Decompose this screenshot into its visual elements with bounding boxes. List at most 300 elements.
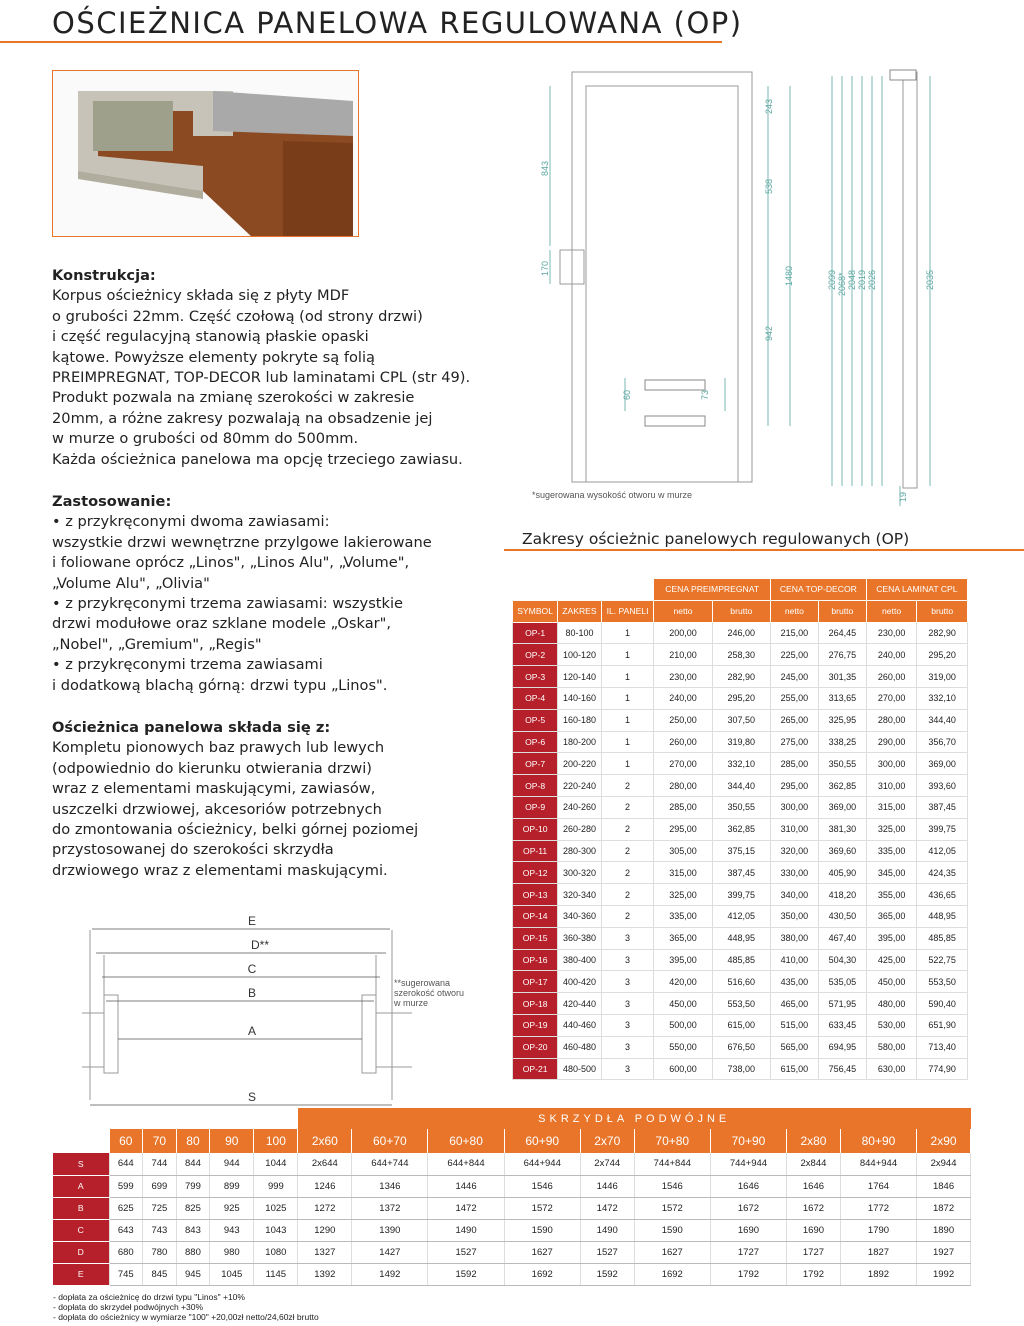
table-cell: 1672 [787, 1197, 841, 1219]
table-cell: 676,50 [712, 1036, 770, 1058]
text-line: Produkt pozwala na zmianę szerokości w zakresie [52, 389, 415, 407]
table-cell: 2 [601, 796, 654, 818]
text-line: uszczelki drzwiowej, akcesoriów potrzebnych [52, 800, 382, 818]
table-cell: 1446 [580, 1175, 634, 1197]
table-cell: 369,00 [917, 753, 968, 775]
table-cell: 395,00 [654, 949, 712, 971]
width-column-header: 100 [254, 1129, 298, 1153]
width-column-header: 70 [143, 1129, 177, 1153]
table-cell: 1790 [840, 1219, 916, 1241]
dim-2019: 2019 [857, 269, 867, 290]
table-cell: 516,60 [712, 971, 770, 993]
table-cell: 1392 [298, 1263, 352, 1285]
table-cell: 412,05 [712, 905, 770, 927]
table-cell: 480-500 [558, 1058, 601, 1080]
table-cell: 380,00 [770, 927, 818, 949]
table-cell: 1 [601, 687, 654, 709]
width-note-line: **sugerowana [394, 978, 451, 988]
text-line: • z przykręconymi dwoma zawiasami: [52, 513, 330, 531]
table-cell: 330,00 [770, 862, 818, 884]
table-cell: 365,00 [654, 927, 712, 949]
table-cell: 362,85 [712, 818, 770, 840]
table-cell: 1892 [840, 1263, 916, 1285]
table-cell: 140-160 [558, 687, 601, 709]
table-row [513, 709, 968, 731]
height-note: *sugerowana wysokość otworu w murze [532, 490, 693, 500]
table-row [53, 1197, 971, 1219]
table-cell: 699 [143, 1175, 177, 1197]
table-cell: 1546 [504, 1175, 580, 1197]
dim-538: 538 [764, 178, 774, 194]
width-column-header: 60+70 [352, 1129, 428, 1153]
frame-profile-photo [52, 70, 359, 237]
ranges-title: Zakresy ościeżnic panelowych regulowanych (OP) [522, 530, 910, 548]
table-cell: 301,35 [818, 666, 866, 688]
table-cell: 450,00 [866, 971, 917, 993]
table-cell: 393,60 [917, 775, 968, 797]
table-row [513, 993, 968, 1015]
table-cell: 215,00 [770, 622, 818, 644]
table-cell: 1390 [352, 1219, 428, 1241]
title-underline [0, 41, 722, 43]
table-cell: 250,00 [654, 709, 712, 731]
symbol-cell: OP-13 [513, 884, 558, 906]
table-cell: 365,00 [866, 905, 917, 927]
table-cell: 744+844 [634, 1153, 710, 1175]
symbol-cell: OP-14 [513, 905, 558, 927]
text-line: w murze o grubości od 80mm do 500mm. [52, 430, 359, 448]
table-cell: 945 [176, 1263, 210, 1285]
table-cell: 651,90 [917, 1014, 968, 1036]
column-header: netto [770, 600, 818, 622]
table-cell: 1727 [710, 1241, 786, 1263]
table-cell: 355,00 [866, 884, 917, 906]
table-cell: 1490 [580, 1219, 634, 1241]
symbol-cell: OP-11 [513, 840, 558, 862]
label-s: S [247, 1090, 257, 1104]
text-line: drzwi modułowe oraz szklane modele „Oskar", [52, 615, 391, 633]
table-cell: 1690 [787, 1219, 841, 1241]
table-cell: 1527 [428, 1241, 504, 1263]
column-header: brutto [712, 600, 770, 622]
symbol-cell: OP-21 [513, 1058, 558, 1080]
table-cell: 210,00 [654, 644, 712, 666]
table-cell: 694,95 [818, 1036, 866, 1058]
table-cell: 1692 [504, 1263, 580, 1285]
dim-843: 843 [540, 160, 550, 176]
text-line: 20mm, a różne zakresy pozwalają na obsadzenie jej [52, 409, 433, 427]
table-cell: 315,00 [866, 796, 917, 818]
column-header: SYMBOL [513, 600, 558, 622]
table-cell: 571,95 [818, 993, 866, 1015]
table-cell: 1764 [840, 1175, 916, 1197]
symbol-cell: OP-5 [513, 709, 558, 731]
table-cell: 980 [210, 1241, 254, 1263]
table-cell: 745 [109, 1263, 143, 1285]
table-cell: 315,00 [654, 862, 712, 884]
table-cell: 448,95 [712, 927, 770, 949]
table-cell: 1572 [504, 1197, 580, 1219]
table-cell: 338,25 [818, 731, 866, 753]
surcharge-notes [53, 1292, 319, 1322]
table-cell: 282,90 [917, 622, 968, 644]
table-row [513, 927, 968, 949]
text-line: i część regulacyjną stanowią płaskie opaski [52, 328, 369, 346]
table-cell: 450,00 [654, 993, 712, 1015]
table-cell: 310,00 [770, 818, 818, 840]
table-cell: 943 [210, 1219, 254, 1241]
table-cell: 2x944 [917, 1153, 971, 1175]
table-cell: 260-280 [558, 818, 601, 840]
table-row [513, 971, 968, 993]
text-line: wraz z elementami maskującymi, zawiasów, [52, 780, 376, 798]
table-cell: 2 [601, 862, 654, 884]
table-cell: 1 [601, 753, 654, 775]
table-cell: 1446 [428, 1175, 504, 1197]
table-cell: 436,65 [917, 884, 968, 906]
table-row [513, 687, 968, 709]
table-cell: 600,00 [654, 1058, 712, 1080]
table-cell: 319,00 [917, 666, 968, 688]
table-cell: 1372 [352, 1197, 428, 1219]
table-cell: 260,00 [654, 731, 712, 753]
label-b: B [247, 986, 257, 1000]
label-e: E [247, 914, 257, 928]
table-cell: 265,00 [770, 709, 818, 731]
width-column-header: 60+80 [428, 1129, 504, 1153]
text-line: i foliowane oprócz „Linos", „Linos Alu", „Volume", [52, 554, 410, 572]
table-cell: 1044 [254, 1153, 298, 1175]
table-cell: 1592 [428, 1263, 504, 1285]
table-cell: 344,40 [712, 775, 770, 797]
dim-170: 170 [540, 260, 550, 276]
table-cell: 220-240 [558, 775, 601, 797]
table-cell: 285,00 [654, 796, 712, 818]
column-header: brutto [917, 600, 968, 622]
table-cell: 1627 [634, 1241, 710, 1263]
zastosowanie-heading: Zastosowanie: [52, 493, 172, 510]
table-cell: 644+944 [504, 1153, 580, 1175]
table-cell: 100-120 [558, 644, 601, 666]
text-line: • z przykręconymi trzema zawiasami [52, 656, 323, 674]
table-cell: 160-180 [558, 709, 601, 731]
table-row [513, 1014, 968, 1036]
table-cell: 467,40 [818, 927, 866, 949]
table-cell: 799 [176, 1175, 210, 1197]
dim-19: 19 [898, 491, 908, 502]
table-row [513, 840, 968, 862]
table-cell: 285,00 [770, 753, 818, 775]
table-cell: 280,00 [866, 709, 917, 731]
table-cell: 1290 [298, 1219, 352, 1241]
symbol-cell: OP-16 [513, 949, 558, 971]
table-cell: 1045 [210, 1263, 254, 1285]
table-cell: 313,65 [818, 687, 866, 709]
table-cell: 644 [109, 1153, 143, 1175]
table-cell: 350,55 [818, 753, 866, 775]
table-cell: 399,75 [917, 818, 968, 840]
table-cell: 590,40 [917, 993, 968, 1015]
table-cell: 325,00 [866, 818, 917, 840]
row-label: S [53, 1153, 109, 1175]
table-cell: 825 [176, 1197, 210, 1219]
table-cell: 633,45 [818, 1014, 866, 1036]
table-cell: 485,85 [712, 949, 770, 971]
table-cell: 120-140 [558, 666, 601, 688]
note-line: - dopłata do ościeżnicy w wymiarze "100" +20,00zł netto/24,60zł brutto [53, 1312, 319, 1322]
text-line: Korpus ościeżnicy składa się z płyty MDF [52, 287, 350, 305]
table-cell: 305,00 [654, 840, 712, 862]
table-cell: 1672 [710, 1197, 786, 1219]
table-cell: 504,30 [818, 949, 866, 971]
table-cell: 880 [176, 1241, 210, 1263]
table-cell: 448,95 [917, 905, 968, 927]
table-cell: 280-300 [558, 840, 601, 862]
table-cell: 1 [601, 709, 654, 731]
table-cell: 756,45 [818, 1058, 866, 1080]
table-row [513, 905, 968, 927]
table-row [513, 775, 968, 797]
table-cell: 387,45 [712, 862, 770, 884]
column-header: netto [866, 600, 917, 622]
table-cell: 1927 [917, 1241, 971, 1263]
text-line: drzwiowego wraz z elementami maskującymi. [52, 861, 388, 879]
table-cell: 295,20 [712, 687, 770, 709]
table-row [513, 753, 968, 775]
table-cell: 240,00 [654, 687, 712, 709]
table-cell: 599 [109, 1175, 143, 1197]
table-cell: 1992 [917, 1263, 971, 1285]
table-cell: 340-360 [558, 905, 601, 927]
table-row [513, 818, 968, 840]
table-cell: 743 [143, 1219, 177, 1241]
table-cell: 845 [143, 1263, 177, 1285]
konstrukcja-heading: Konstrukcja: [52, 267, 156, 284]
table-cell: 550,00 [654, 1036, 712, 1058]
table-cell: 1492 [352, 1263, 428, 1285]
table-cell: 3 [601, 971, 654, 993]
table-cell: 625 [109, 1197, 143, 1219]
table-cell: 3 [601, 1036, 654, 1058]
table-cell: 643 [109, 1219, 143, 1241]
price-group-header: CENA TOP-DECOR [770, 579, 866, 601]
table-row [53, 1241, 971, 1263]
symbol-cell: OP-1 [513, 622, 558, 644]
table-cell: 500,00 [654, 1014, 712, 1036]
table-cell: 360-380 [558, 927, 601, 949]
table-cell: 1690 [710, 1219, 786, 1241]
table-cell: 1 [601, 622, 654, 644]
table-row [53, 1219, 971, 1241]
table-cell: 744+944 [710, 1153, 786, 1175]
table-cell: 1627 [504, 1241, 580, 1263]
table-cell: 440-460 [558, 1014, 601, 1036]
dim-243: 243 [764, 98, 774, 114]
width-note-line: w murze [394, 998, 429, 1008]
table-cell: 2 [601, 775, 654, 797]
width-column-header: 70+90 [710, 1129, 786, 1153]
text-line: (odpowiednio do kierunku otwierania drzwi) [52, 759, 372, 777]
table-cell: 180-200 [558, 731, 601, 753]
table-row [513, 731, 968, 753]
price-group-header: CENA LAMINAT CPL [866, 579, 967, 601]
width-column-header: 60+90 [504, 1129, 580, 1153]
table-cell: 680 [109, 1241, 143, 1263]
table-cell: 460-480 [558, 1036, 601, 1058]
symbol-cell: OP-18 [513, 993, 558, 1015]
table-cell: 1427 [352, 1241, 428, 1263]
table-cell: 276,75 [818, 644, 866, 666]
width-column-header: 70+80 [634, 1129, 710, 1153]
symbol-cell: OP-9 [513, 796, 558, 818]
table-cell: 240-260 [558, 796, 601, 818]
table-cell: 1646 [787, 1175, 841, 1197]
symbol-cell: OP-19 [513, 1014, 558, 1036]
table-cell: 1043 [254, 1219, 298, 1241]
table-cell: 335,00 [654, 905, 712, 927]
table-cell: 420,00 [654, 971, 712, 993]
table-cell: 580,00 [866, 1036, 917, 1058]
table-cell: 1846 [917, 1175, 971, 1197]
table-cell: 844 [176, 1153, 210, 1175]
table-cell: 535,05 [818, 971, 866, 993]
dim-2048: 2048 [847, 269, 857, 290]
width-column-header: 2x80 [787, 1129, 841, 1153]
table-cell: 1327 [298, 1241, 352, 1263]
dim-2026: 2026 [867, 269, 877, 290]
table-cell: 1872 [917, 1197, 971, 1219]
width-note [394, 978, 484, 1008]
table-cell: 1827 [840, 1241, 916, 1263]
column-header: brutto [818, 600, 866, 622]
width-column-header: 80 [176, 1129, 210, 1153]
table-cell: 1346 [352, 1175, 428, 1197]
table-cell: 1772 [840, 1197, 916, 1219]
table-cell: 2 [601, 818, 654, 840]
table-cell: 369,00 [818, 796, 866, 818]
table-cell: 3 [601, 1014, 654, 1036]
row-label: B [53, 1197, 109, 1219]
table-cell: 320,00 [770, 840, 818, 862]
table-cell: 420-440 [558, 993, 601, 1015]
table-cell: 1692 [634, 1263, 710, 1285]
table-cell: 843 [176, 1219, 210, 1241]
symbol-cell: OP-3 [513, 666, 558, 688]
table-cell: 280,00 [654, 775, 712, 797]
table-cell: 335,00 [866, 840, 917, 862]
text-line: „Volume Alu", „Olivia" [52, 574, 210, 592]
table-cell: 2 [601, 840, 654, 862]
table-cell: 1590 [634, 1219, 710, 1241]
text-line: przystosowanej do szerokości skrzydła [52, 841, 334, 859]
table-cell: 738,00 [712, 1058, 770, 1080]
table-cell: 295,00 [654, 818, 712, 840]
table-cell: 1527 [580, 1241, 634, 1263]
table-cell: 1572 [634, 1197, 710, 1219]
table-cell: 80-100 [558, 622, 601, 644]
text-line: wszystkie drzwi wewnętrzne przylgowe lakierowane [52, 533, 432, 551]
table-cell: 255,00 [770, 687, 818, 709]
table-cell: 200,00 [654, 622, 712, 644]
table-cell: 3 [601, 993, 654, 1015]
table-cell: 350,00 [770, 905, 818, 927]
table-cell: 270,00 [866, 687, 917, 709]
table-cell: 430,50 [818, 905, 866, 927]
table-cell: 2x844 [787, 1153, 841, 1175]
table-cell: 1792 [787, 1263, 841, 1285]
dim-2068: 2068* [837, 272, 847, 296]
text-line: „Nobel", „Gremium", „Regis" [52, 635, 262, 653]
row-label: C [53, 1219, 109, 1241]
konstrukcja-section [52, 266, 492, 470]
table-cell: 325,00 [654, 884, 712, 906]
table-cell: 844+944 [840, 1153, 916, 1175]
table-row [513, 1036, 968, 1058]
table-cell: 270,00 [654, 753, 712, 775]
dim-73: 73 [700, 389, 710, 400]
table-cell: 2x644 [298, 1153, 352, 1175]
width-column-header: 2x90 [917, 1129, 971, 1153]
table-row [513, 622, 968, 644]
sklad-heading: Ościeżnica panelowa składa się z: [52, 719, 331, 736]
table-cell: 465,00 [770, 993, 818, 1015]
symbol-cell: OP-12 [513, 862, 558, 884]
width-column-header: 60 [109, 1129, 143, 1153]
table-cell: 282,90 [712, 666, 770, 688]
table-cell: 530,00 [866, 1014, 917, 1036]
table-cell: 260,00 [866, 666, 917, 688]
table-row [513, 796, 968, 818]
dimensions-table [53, 1108, 971, 1286]
symbol-cell: OP-4 [513, 687, 558, 709]
symbol-cell: OP-17 [513, 971, 558, 993]
table-cell: 553,50 [917, 971, 968, 993]
table-cell: 381,30 [818, 818, 866, 840]
table-row [513, 949, 968, 971]
price-group-header: CENA PREIMPREGNAT [654, 579, 771, 601]
row-label: D [53, 1241, 109, 1263]
table-cell: 325,95 [818, 709, 866, 731]
table-cell: 362,85 [818, 775, 866, 797]
table-cell: 725 [143, 1197, 177, 1219]
table-cell: 369,60 [818, 840, 866, 862]
page-title: OŚCIEŻNICA PANELOWA REGULOWANA (OP) [52, 6, 743, 40]
table-cell: 744 [143, 1153, 177, 1175]
table-cell: 1727 [787, 1241, 841, 1263]
table-row [53, 1153, 971, 1175]
width-column-header: 80+90 [840, 1129, 916, 1153]
table-cell: 230,00 [654, 666, 712, 688]
table-cell: 3 [601, 927, 654, 949]
table-cell: 565,00 [770, 1036, 818, 1058]
table-cell: 480,00 [866, 993, 917, 1015]
table-cell: 307,50 [712, 709, 770, 731]
table-cell: 644+744 [352, 1153, 428, 1175]
dim-2099: 2099 [827, 269, 837, 290]
note-line: - dopłata za ościeżnicę do drzwi typu "Linos" +10% [53, 1292, 245, 1302]
table-cell: 350,55 [712, 796, 770, 818]
table-cell: 2x744 [580, 1153, 634, 1175]
double-leaf-header: SKRZYDŁA PODWÓJNE [298, 1108, 971, 1129]
table-cell: 240,00 [866, 644, 917, 666]
table-cell: 944 [210, 1153, 254, 1175]
table-cell: 3 [601, 1058, 654, 1080]
table-cell: 345,00 [866, 862, 917, 884]
door-frame-drawing [520, 66, 960, 506]
table-cell: 424,35 [917, 862, 968, 884]
table-cell: 522,75 [917, 949, 968, 971]
table-cell: 1025 [254, 1197, 298, 1219]
